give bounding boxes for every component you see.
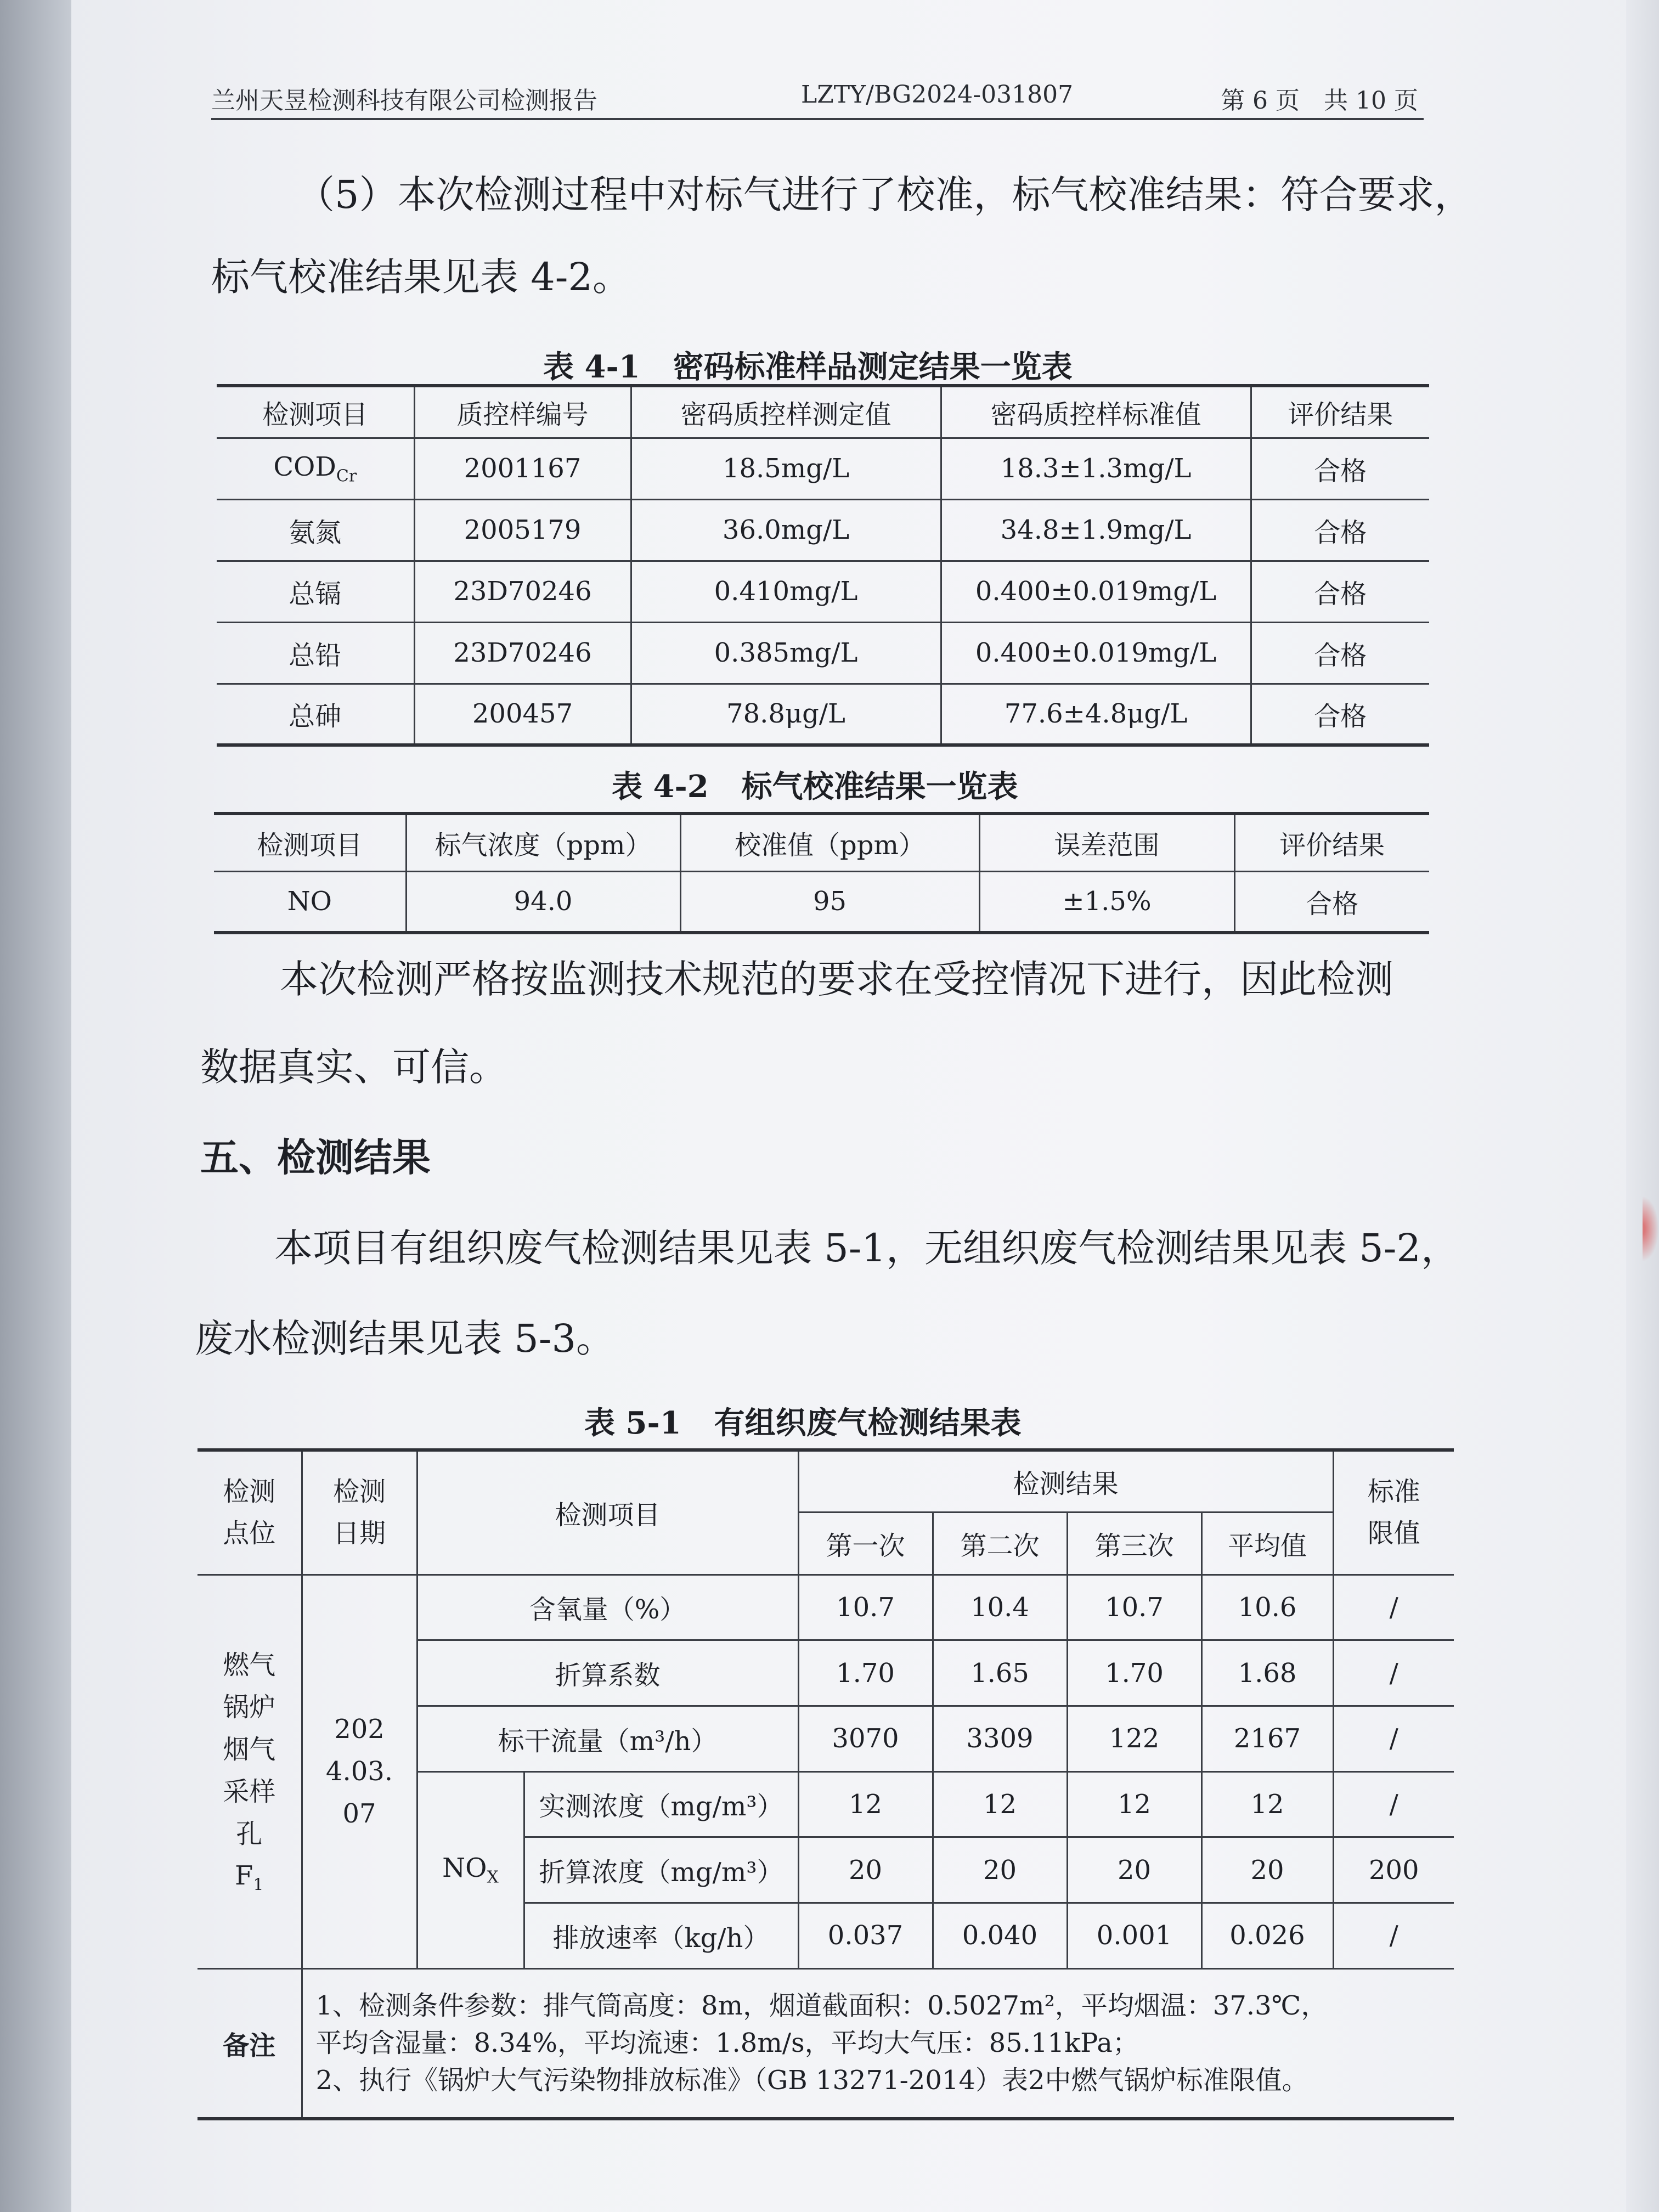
- column-header-run: 第二次: [933, 1513, 1067, 1575]
- nox-label: NO: [442, 1853, 487, 1884]
- item-cell: 总砷: [217, 684, 414, 745]
- value-cell: 0.037: [798, 1903, 933, 1968]
- result-cell: 合格: [1251, 438, 1429, 499]
- item-cell: 实测浓度（mg/m³）: [524, 1771, 798, 1837]
- column-header: 检测项目: [214, 814, 406, 871]
- measured-cell: 18.5mg/L: [631, 438, 941, 499]
- table-row: [198, 1575, 1454, 1640]
- column-header: 标气浓度（ppm）: [406, 814, 680, 871]
- sampling-point-cell: [198, 1575, 302, 1968]
- column-header-run: 第三次: [1067, 1513, 1201, 1575]
- item-cell: 排放速率（kg/h）: [524, 1903, 798, 1968]
- value-cell: 122: [1067, 1706, 1201, 1771]
- item-cell: 总镉: [217, 561, 414, 622]
- paragraph-line: 本项目有组织废气检测结果见表 5-1，无组织废气检测结果见表 5-2，: [274, 1226, 1459, 1271]
- column-header: 误差范围: [979, 814, 1234, 871]
- item-cell: NO: [214, 871, 406, 933]
- value-cell: 20: [1201, 1837, 1333, 1903]
- measured-cell: 0.410mg/L: [631, 561, 941, 622]
- column-header: 校准值（ppm）: [680, 814, 979, 871]
- item-cell: [217, 438, 414, 499]
- page-header: [211, 69, 1424, 120]
- item-cell: 含氧量（%）: [417, 1575, 798, 1640]
- table-row: [217, 561, 1429, 622]
- sample-id-cell: 2005179: [414, 499, 631, 561]
- result-cell: 合格: [1234, 871, 1429, 933]
- column-header: 密码质控样标准值: [941, 386, 1251, 438]
- nox-cell: [417, 1771, 524, 1968]
- remarks-line: 1、检测条件参数：排气筒高度：8m，烟道截面积：0.5027m²，平均烟温：37.3℃，: [315, 1990, 1328, 2022]
- item-subscript: Cr: [336, 466, 357, 486]
- column-header: 质控样编号: [414, 386, 631, 438]
- value-cell: 12: [1201, 1771, 1333, 1837]
- standard-cell: 34.8±1.9mg/L: [941, 499, 1251, 561]
- paragraph-line: 本次检测严格按监测技术规范的要求在受控情况下进行，因此检测: [280, 957, 1393, 1002]
- remarks-line: 平均含湿量：8.34%，平均流速：1.8m/s，平均大气压：85.11kPa；: [315, 2028, 1139, 2059]
- standard-cell: 18.3±1.3mg/L: [941, 438, 1251, 499]
- section-title: 五、检测结果: [200, 1135, 431, 1180]
- calibration-cell: 95: [680, 871, 979, 933]
- table-title: 标气校准结果一览表: [741, 769, 1018, 805]
- sample-id-cell: 23D70246: [414, 561, 631, 622]
- company-name: 兰州天昱检测科技有限公司检测报告: [211, 87, 597, 115]
- table-number: 表 5-1: [584, 1405, 681, 1441]
- column-header-date: 检测日期: [302, 1450, 417, 1575]
- paragraph-line: （5）本次检测过程中对标气进行了校准，标气校准结果：符合要求，: [296, 172, 1473, 217]
- table-row: [214, 871, 1429, 933]
- value-cell: 3309: [933, 1706, 1067, 1771]
- column-header: 评价结果: [1234, 814, 1429, 871]
- table-row: [217, 684, 1429, 745]
- limit-cell: 200: [1333, 1837, 1454, 1903]
- limit-cell: /: [1333, 1640, 1454, 1706]
- table-row: [217, 622, 1429, 684]
- sample-id-cell: 2001167: [414, 438, 631, 499]
- page-edge: [1626, 0, 1659, 2212]
- value-cell: 0.040: [933, 1903, 1067, 1968]
- standard-cell: 0.400±0.019mg/L: [941, 622, 1251, 684]
- table-5-1-caption: [584, 1399, 1022, 1443]
- remarks-content: [302, 1968, 1454, 2119]
- table-4-2-caption: [612, 763, 1018, 806]
- column-header: 密码质控样测定值: [631, 386, 941, 438]
- remarks-row: [198, 1968, 1454, 2119]
- sample-id-cell: 200457: [414, 684, 631, 745]
- value-cell: 10.7: [798, 1575, 933, 1640]
- sampling-point-subscript: 1: [253, 1875, 264, 1895]
- limit-cell: /: [1333, 1903, 1454, 1968]
- column-header-point: 检测点位: [198, 1450, 302, 1575]
- item-cell: 氨氮: [217, 499, 414, 561]
- page-number: 第 6 页 共 10 页: [1221, 87, 1418, 115]
- measured-cell: 36.0mg/L: [631, 499, 941, 561]
- table-number: 表 4-1: [543, 349, 640, 385]
- table-header-row: [198, 1450, 1454, 1513]
- table-row: [217, 438, 1429, 499]
- value-cell: 1.70: [798, 1640, 933, 1706]
- column-header: 检测项目: [217, 386, 414, 438]
- limit-cell: /: [1333, 1706, 1454, 1771]
- table-header-row: [217, 386, 1429, 438]
- value-cell: 10.6: [1201, 1575, 1333, 1640]
- report-number: LZTY/BG2024-031807: [801, 81, 1074, 109]
- nox-subscript: X: [487, 1867, 499, 1887]
- table-title: 密码标准样品测定结果一览表: [673, 349, 1073, 385]
- item-label: COD: [273, 451, 336, 482]
- value-cell: 12: [798, 1771, 933, 1837]
- value-cell: 20: [933, 1837, 1067, 1903]
- sampling-point-label: 燃气锅炉烟气采样孔 F: [223, 1650, 276, 1892]
- value-cell: 1.70: [1067, 1640, 1201, 1706]
- error-cell: ±1.5%: [979, 871, 1234, 933]
- result-cell: 合格: [1251, 561, 1429, 622]
- column-header-result: 检测结果: [798, 1450, 1333, 1513]
- table-4-1-caption: [543, 343, 1073, 387]
- table-title: 有组织废气检测结果表: [714, 1405, 1022, 1441]
- value-cell: 12: [933, 1771, 1067, 1837]
- measured-cell: 0.385mg/L: [631, 622, 941, 684]
- column-header-limit: 标准限值: [1333, 1450, 1454, 1575]
- value-cell: 1.65: [933, 1640, 1067, 1706]
- value-cell: 10.7: [1067, 1575, 1201, 1640]
- seal-stamp: [1643, 1196, 1659, 1262]
- standard-cell: 77.6±4.8μg/L: [941, 684, 1251, 745]
- measured-cell: 78.8μg/L: [631, 684, 941, 745]
- value-cell: 0.001: [1067, 1903, 1201, 1968]
- item-cell: 折算浓度（mg/m³）: [524, 1837, 798, 1903]
- value-cell: 0.026: [1201, 1903, 1333, 1968]
- limit-cell: /: [1333, 1575, 1454, 1640]
- value-cell: 20: [1067, 1837, 1201, 1903]
- table-row: [217, 499, 1429, 561]
- table-header-row: [214, 814, 1429, 871]
- table-number: 表 4-2: [612, 769, 709, 805]
- paragraph-line: 标气校准结果见表 4-2。: [211, 255, 631, 300]
- item-cell: 总铅: [217, 622, 414, 684]
- table-4-1: [217, 384, 1429, 747]
- standard-cell: 0.400±0.019mg/L: [941, 561, 1251, 622]
- value-cell: 2167: [1201, 1706, 1333, 1771]
- result-cell: 合格: [1251, 499, 1429, 561]
- column-header: 评价结果: [1251, 386, 1429, 438]
- value-cell: 1.68: [1201, 1640, 1333, 1706]
- sample-id-cell: 23D70246: [414, 622, 631, 684]
- value-cell: 20: [798, 1837, 933, 1903]
- paragraph-line: 废水检测结果见表 5-3。: [195, 1316, 614, 1361]
- table-4-2: [214, 812, 1429, 934]
- limit-cell: /: [1333, 1771, 1454, 1837]
- value-cell: 3070: [798, 1706, 933, 1771]
- page-shadow: [0, 0, 71, 2212]
- value-cell: 12: [1067, 1771, 1201, 1837]
- column-header-run: 第一次: [798, 1513, 933, 1575]
- result-cell: 合格: [1251, 684, 1429, 745]
- column-header-average: 平均值: [1201, 1513, 1333, 1575]
- result-cell: 合格: [1251, 622, 1429, 684]
- concentration-cell: 94.0: [406, 871, 680, 933]
- remarks-line: 2、执行《锅炉大气污染物排放标准》（GB 13271-2014）表2中燃气锅炉标准限值。: [315, 2065, 1308, 2096]
- column-header-item: 检测项目: [417, 1450, 798, 1575]
- paragraph-line: 数据真实、可信。: [200, 1045, 507, 1090]
- value-cell: 10.4: [933, 1575, 1067, 1640]
- table-5-1: [198, 1448, 1454, 2120]
- date-cell: 2024.03.07: [302, 1575, 417, 1968]
- remarks-label: 备注: [198, 1968, 302, 2119]
- item-cell: 标干流量（m³/h）: [417, 1706, 798, 1771]
- item-cell: 折算系数: [417, 1640, 798, 1706]
